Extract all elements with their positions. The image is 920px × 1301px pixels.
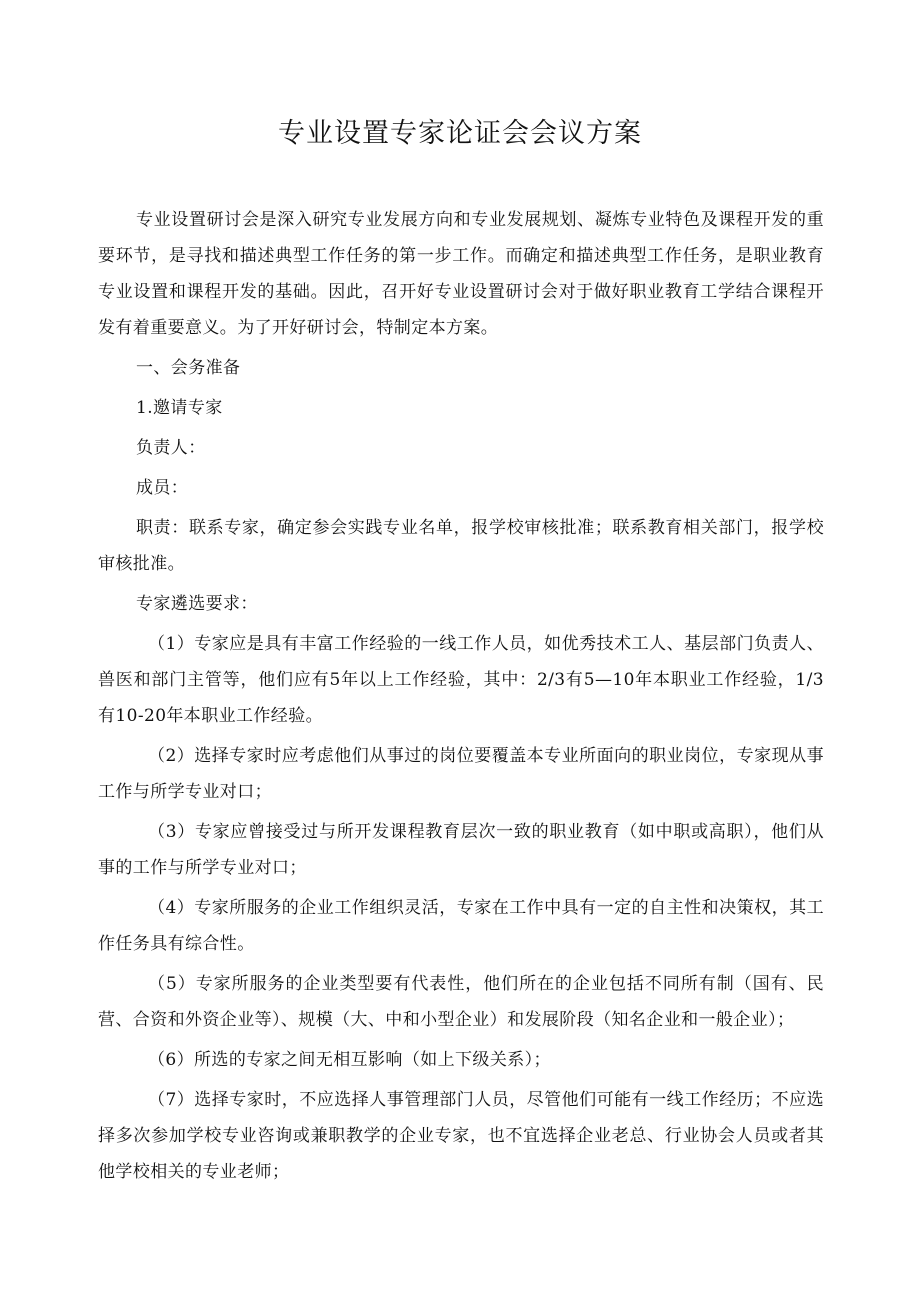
requirement-item-1: （1）专家应是具有丰富工作经验的一线工作人员，如优秀技术工人、基层部门负责人、兽医和部门主管等，他们应有5年以上工作经验，其中：2/3有5—10年本职业工作经验，1/3有10-20年本职业工作经验。 — [98, 634, 824, 726]
section-heading-meeting-preparation: 一、会务准备 — [136, 358, 241, 378]
intro-paragraph: 专业设置研讨会是深入研究专业发展方向和专业发展规划、凝炼专业特色及课程开发的重要环节，是寻找和描述典型工作任务的第一步工作。而确定和描述典型工作任务，是职业教育专业设置和课程开发的基础。因此，召开好专业设置研讨会对于做好职业教育工学结合课程开发有着重要意义。为了开好研讨会，特制定本方案。 — [98, 210, 824, 338]
requirement-item-4: （4）专家所服务的企业工作组织灵活，专家在工作中具有一定的自主性和决策权，其工作任务具有综合性。 — [98, 898, 824, 954]
requirement-item-6: （6）所选的专家之间无相互影响（如上下级关系）； — [148, 1050, 551, 1070]
requirement-item-5: （5）专家所服务的企业类型要有代表性，他们所在的企业包括不同所有制（国有、民营、合资和外资企业等）、规模（大、中和小型企业）和发展阶段（知名企业和一般企业）； — [98, 974, 824, 1030]
duties-paragraph: 职责：联系专家，确定参会实践专业名单，报学校审核批准；联系教育相关部门，报学校审核批准。 — [98, 518, 824, 574]
document-body — [98, 202, 824, 1194]
selection-requirements-heading: 专家遴选要求： — [136, 594, 258, 614]
requirement-item-7: （7）选择专家时，不应选择人事管理部门人员，尽管他们可能有一线工作经历；不应选择多次参加学校专业咨询或兼职教学的企业专家，也不宜选择企业老总、行业协会人员或者其他学校相关的专业老师； — [98, 1090, 824, 1182]
responsible-person-line: 负责人： — [136, 438, 206, 458]
requirement-item-2: （2）选择专家时应考虑他们从事过的岗位要覆盖本专业所面向的职业岗位，专家现从事工作与所学专业对口； — [98, 746, 824, 802]
document-title: 专业设置专家论证会会议方案 — [278, 118, 642, 149]
requirement-item-3: （3）专家应曾接受过与所开发课程教育层次一致的职业教育（如中职或高职），他们从事的工作与所学专业对口； — [98, 822, 824, 878]
members-line: 成员： — [136, 478, 189, 498]
subsection-heading-invite-experts: 1.邀请专家 — [136, 398, 223, 418]
